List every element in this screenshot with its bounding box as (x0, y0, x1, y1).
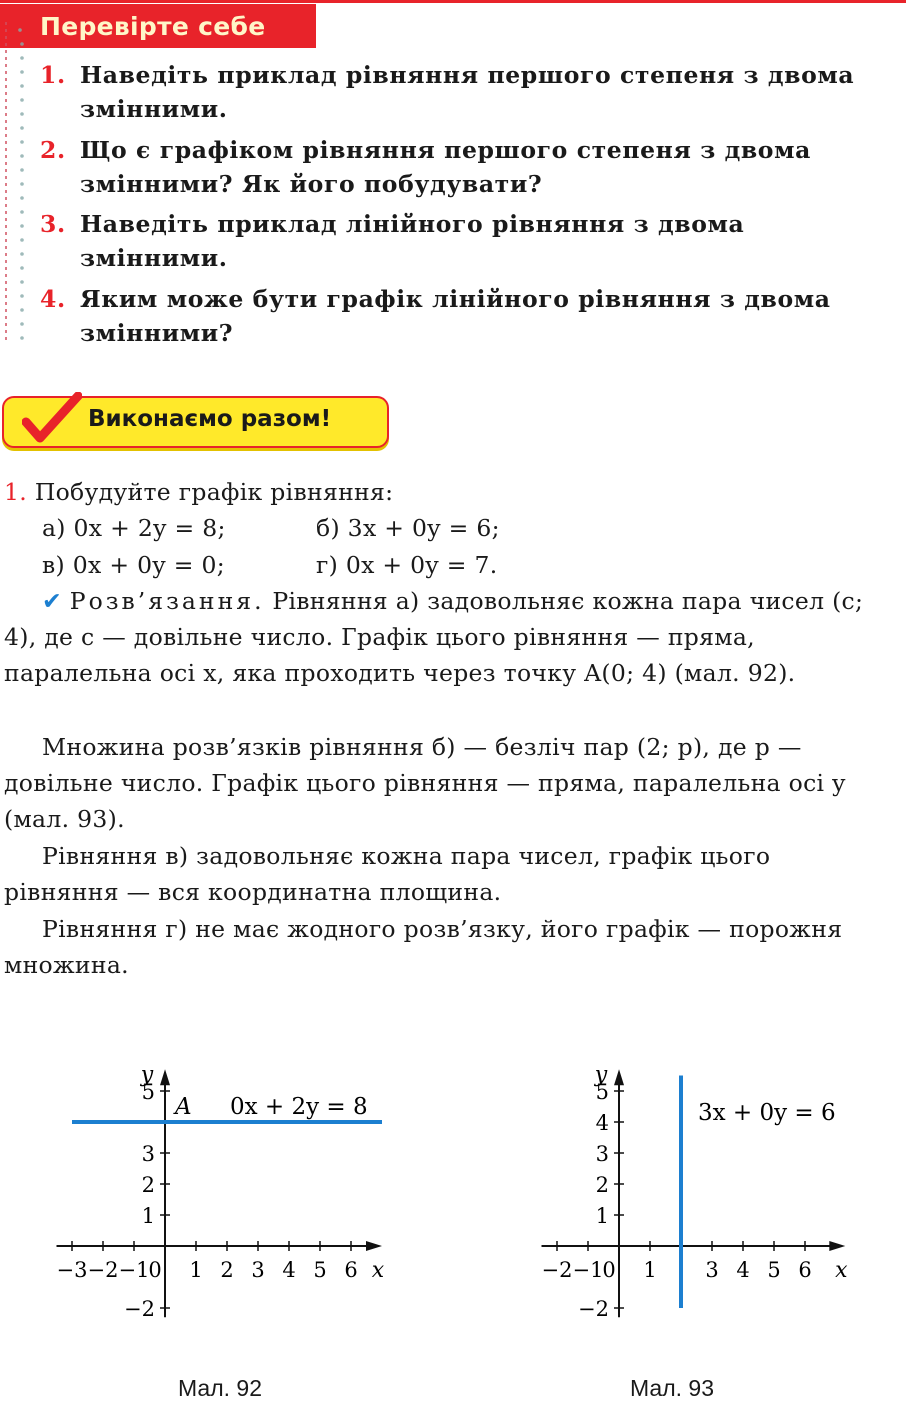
x-axis-label: x (835, 1258, 848, 1283)
y-axis-arrow (614, 1069, 624, 1085)
x-tick-label: −2 (541, 1258, 573, 1282)
x-tick-label: −1 (572, 1258, 604, 1282)
question-text: Наведіть приклад лінійного рівняння з двома змінними. (80, 210, 745, 272)
question-number: 2. (40, 136, 66, 164)
solution-check-icon: ✔ (42, 587, 62, 615)
equation-a: а) 0x + 2y = 8; (42, 514, 226, 542)
x-axis-arrow (829, 1241, 845, 1251)
y-tick-label: 1 (141, 1204, 155, 1228)
banner-title: Перевірте себе (40, 12, 266, 41)
question-text: Наведіть приклад рівняння першого степеня з двома змінними. (80, 61, 855, 123)
x-tick-label: 4 (736, 1258, 750, 1282)
x-tick-label: 5 (767, 1258, 781, 1282)
x-tick-label: 1 (643, 1258, 657, 1282)
x-tick-label: 6 (344, 1258, 358, 1282)
y-axis-label: y (140, 1062, 154, 1088)
y-tick-label: 2 (141, 1173, 155, 1197)
question-4 (40, 282, 888, 350)
solution-paragraph-2: Множина розв’язків рівняння б) — безліч пар (2; p), де p — довільне число. Графік цього рівняння — пряма, паралельна осі y (мал. 93). (4, 733, 846, 833)
figure-92-caption: Мал. 92 (178, 1375, 262, 1401)
question-text: Що є графіком рівняння першого степеня з двома змінними? Як його побудувати? (80, 136, 811, 198)
equation-g: г) 0x + 0y = 7. (316, 551, 498, 579)
equation-b: б) 3x + 0y = 6; (316, 514, 500, 542)
check-yourself-banner (0, 4, 316, 48)
y-tick-label: 3 (141, 1142, 155, 1166)
y-tick-label: 5 (141, 1080, 155, 1104)
question-1 (40, 58, 888, 126)
equation-v: в) 0x + 0y = 0; (42, 551, 225, 579)
solution-paragraph-4: Рівняння г) не має жодного розв’язку, його графік — порожня множина. (4, 915, 843, 979)
do-together-badge (2, 396, 389, 448)
x-tick-label: −1 (118, 1258, 150, 1282)
x-tick-label: 6 (798, 1258, 812, 1282)
x-tick-label: 3 (251, 1258, 265, 1282)
x-tick-label: 5 (313, 1258, 327, 1282)
question-number: 3. (40, 210, 66, 238)
solution-text: Рівняння а) задовольняє кожна пара чисел (c; 4), де c — довільне число. Графік цього рівняння — пряма, паралельна осі x, яка проходить через точку A(0; 4) (мал. 92). (4, 587, 864, 687)
figure-93-caption: Мал. 93 (630, 1375, 714, 1401)
point-label: A (175, 1094, 192, 1120)
x-tick-label: 1 (189, 1258, 203, 1282)
task-number: 1. (4, 478, 28, 506)
top-rule (0, 0, 906, 3)
y-axis-arrow (160, 1069, 170, 1085)
y-tick-label: −2 (124, 1297, 155, 1321)
x-axis-label: x (371, 1258, 385, 1283)
question-2 (40, 133, 888, 201)
graph-equation-label: 3x + 0y = 6 (698, 1100, 836, 1126)
task-text: Побудуйте графік рівняння: (34, 478, 394, 506)
y-tick-label: −2 (578, 1297, 609, 1321)
spiral-binding-decoration (4, 22, 24, 342)
x-tick-label: −3 (56, 1258, 88, 1282)
solution-paragraph-1 (4, 583, 886, 691)
task-line (4, 474, 393, 510)
question-number: 1. (40, 61, 66, 89)
x-tick-label: −2 (87, 1258, 119, 1282)
graph-equation-label: 0x + 2y = 8 (230, 1094, 368, 1120)
x-tick-label: 2 (220, 1258, 234, 1282)
x-axis-arrow (366, 1241, 382, 1251)
y-tick-label: 3 (595, 1142, 609, 1166)
solution-paragraph-3: Рівняння в) задовольняє кожна пара чисел, графік цього рівняння — вся координатна площина. (4, 842, 771, 906)
do-together-label: Виконаємо разом! (88, 406, 332, 432)
x-tick-label: 0 (148, 1258, 162, 1282)
y-tick-label: 1 (595, 1204, 609, 1228)
figure-92-chart (40, 1040, 410, 1340)
question-text: Яким може бути графік лінійного рівняння з двома змінними? (80, 285, 831, 347)
x-tick-label: 4 (282, 1258, 296, 1282)
figure-93-chart (530, 1040, 860, 1340)
x-tick-label: 0 (602, 1258, 616, 1282)
checkmark-icon (22, 392, 82, 446)
y-tick-label: 5 (595, 1080, 609, 1104)
x-tick-label: 3 (705, 1258, 719, 1282)
question-number: 4. (40, 285, 66, 313)
question-3 (40, 207, 888, 275)
solution-heading: Розв’язання. (69, 587, 265, 615)
y-axis-label: y (594, 1062, 608, 1088)
y-tick-label: 4 (595, 1111, 609, 1135)
y-tick-label: 2 (595, 1173, 609, 1197)
